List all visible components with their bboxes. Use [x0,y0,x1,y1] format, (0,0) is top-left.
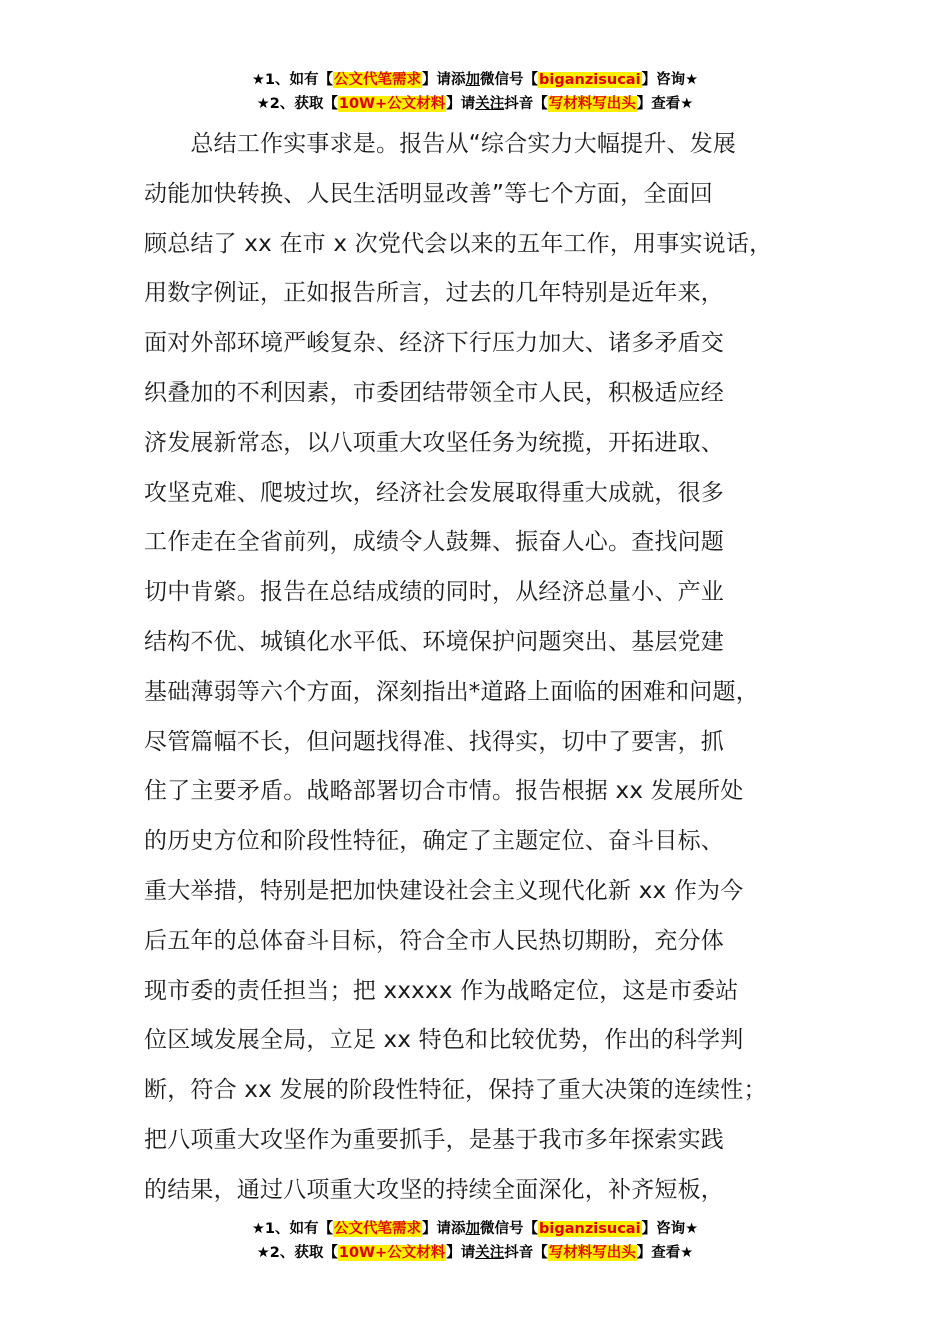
body-line: 位区域发展全局，立足 xx 特色和比较优势，作出的科学判 [144,1027,744,1054]
body-line: 攻坚克难、爬坡过坎，经济社会发展取得重大成就，很多 [144,479,724,506]
body-line: 总结工作实事求是。报告从“综合实力大幅提升、发展 [144,131,737,157]
promo-text: 微信号【 [480,72,539,88]
douyin-account-highlight: 写材料写出头 [548,96,636,112]
promo-text: 】咨询★ [641,72,699,88]
body-line: 后五年的总体奋斗目标，符合全市人民热切期盼，充分体 [144,927,724,954]
promo-highlight: 10W+公文材料 [338,96,446,112]
promo-line-1 [0,68,950,92]
body-line: 重大举措，特别是把加快建设社会主义现代化新 xx 作为今 [144,877,744,904]
promo-underlined-text: 加 [465,1221,481,1237]
body-line: 用数字例证，正如报告所言，过去的几年特别是近年来， [144,280,724,307]
body-line: 面对外部环境严峻复杂、经济下行压力加大、诸多矛盾交 [144,330,724,357]
promo-text: 】请 [446,96,476,112]
body-line: 基础薄弱等六个方面，深刻指出*道路上面临的困难和问题， [144,678,759,705]
promo-text: 】请添 [422,72,466,88]
body-line: 的历史方位和阶段性特征，确定了主题定位、奋斗目标、 [144,828,724,855]
promo-underlined-text: 加 [465,72,481,88]
promo-line-1 [0,1217,950,1241]
promo-banner-top [0,68,950,116]
wechat-id-highlight: biganzisucai [539,1221,641,1237]
promo-text: 抖音【 [504,1245,548,1261]
body-line: 织叠加的不利因素，市委团结带领全市人民，积极适应经 [144,379,724,406]
body-line: 结构不优、城镇化水平低、环境保护问题突出、基层党建 [144,628,724,655]
promo-text: 微信号【 [480,1221,539,1237]
body-line: 济发展新常态，以八项重大攻坚任务为统揽，开拓进取、 [144,429,724,456]
promo-text: 】咨询★ [641,1221,699,1237]
promo-line-2 [0,92,950,116]
wechat-id-highlight: biganzisucai [539,72,641,88]
promo-highlight: 公文代笔需求 [334,72,422,88]
promo-underlined-text: 关注 [475,96,505,112]
body-line: 顾总结了 xx 在市 x 次党代会以来的五年工作，用事实说话， [144,230,773,257]
promo-highlight: 公文代笔需求 [334,1221,422,1237]
promo-banner-bottom [0,1217,950,1265]
body-line: 工作走在全省前列，成绩令人鼓舞、振奋人心。查找问题 [144,529,724,556]
body-line: 住了主要矛盾。战略部署切合市情。报告根据 xx 发展所处 [144,778,744,805]
body-line: 动能加快转换、人民生活明显改善”等七个方面，全面回 [144,180,713,207]
promo-underlined-text: 关注 [475,1245,505,1261]
promo-text: ★2、获取【 [256,96,338,112]
promo-text: 抖音【 [504,96,548,112]
promo-line-2 [0,1241,950,1265]
body-line: 现市委的责任担当；把 xxxxx 作为战略定位，这是市委站 [144,977,739,1004]
promo-text: ★1、如有【 [251,1221,334,1237]
body-line: 切中肯綮。报告在总结成绩的同时，从经济总量小、产业 [144,579,724,606]
promo-text: 】查看★ [636,96,694,112]
body-line: 断，符合 xx 发展的阶段性特征，保持了重大决策的连续性； [144,1077,767,1104]
body-line: 的结果，通过八项重大攻坚的持续全面深化，补齐短板， [144,1176,724,1203]
promo-text: ★1、如有【 [251,72,334,88]
promo-text: 】请添 [422,1221,466,1237]
body-line: 把八项重大攻坚作为重要抓手，是基于我市多年探索实践 [144,1126,724,1153]
promo-text: ★2、获取【 [256,1245,338,1261]
douyin-account-highlight: 写材料写出头 [548,1245,636,1261]
promo-highlight: 10W+公文材料 [338,1245,446,1261]
body-line: 尽管篇幅不长，但问题找得准、找得实，切中了要害，抓 [144,728,724,755]
document-body [144,120,834,1216]
promo-text: 】查看★ [636,1245,694,1261]
promo-text: 】请 [446,1245,476,1261]
